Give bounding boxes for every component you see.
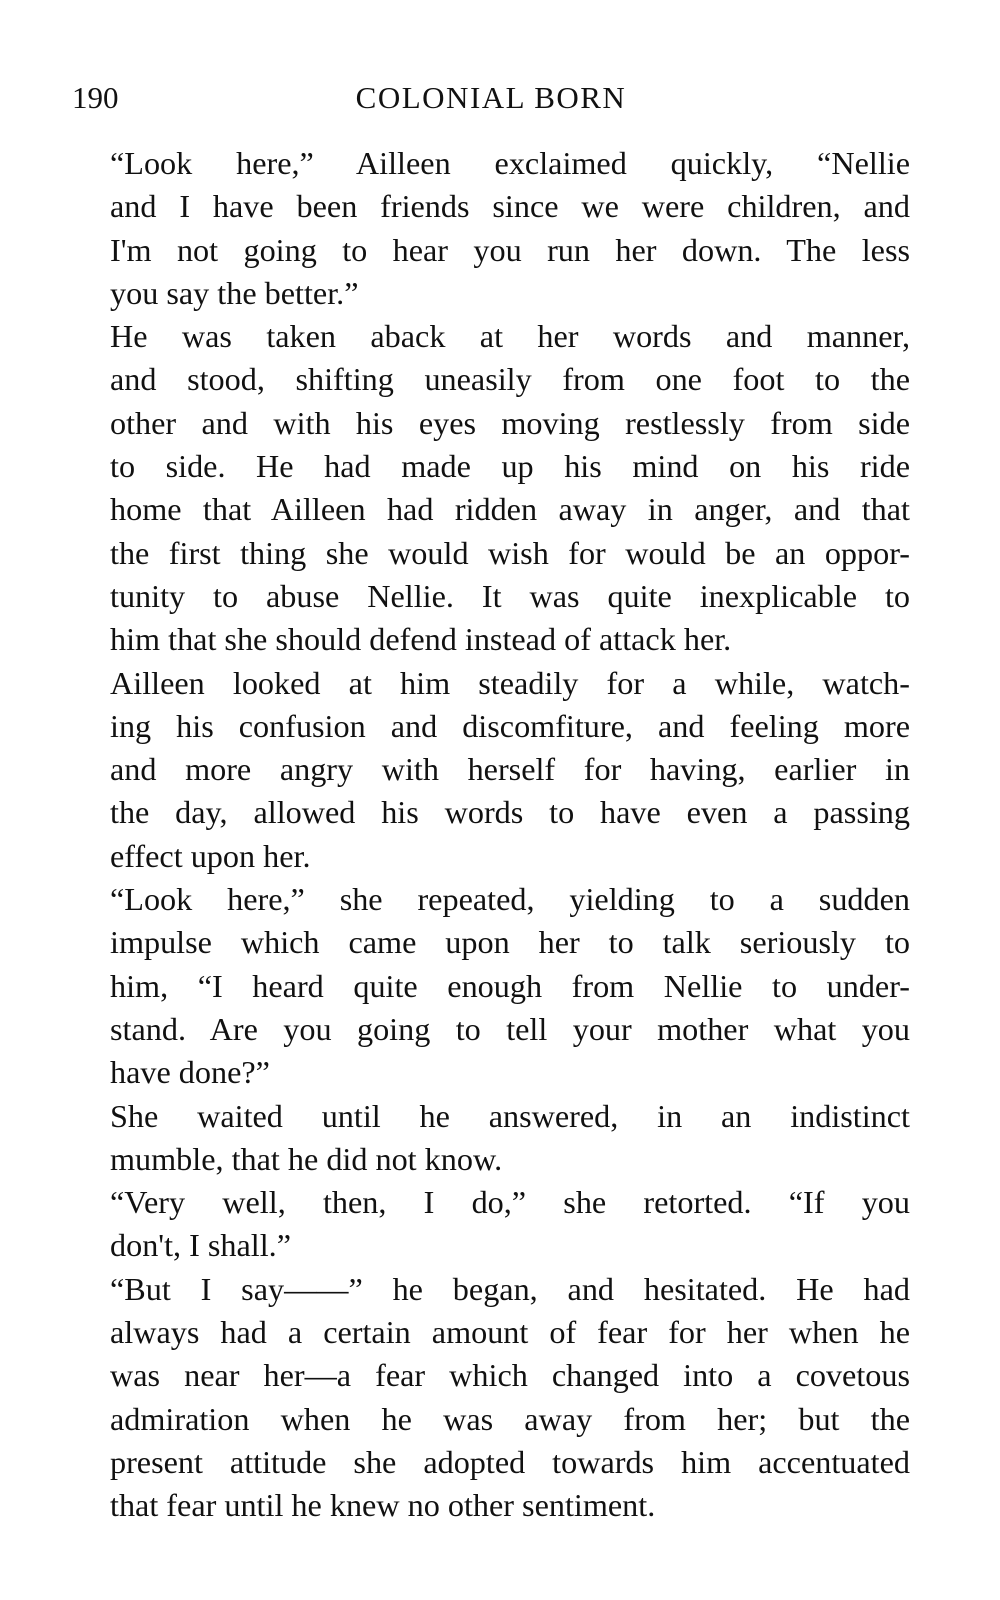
running-title: COLONIAL BORN <box>355 80 627 115</box>
text-line: always had a certain amount of fear for her when he <box>110 1314 910 1351</box>
text-line: him, “I heard quite enough from Nellie to under- <box>110 967 910 1004</box>
paragraph <box>72 1181 910 1268</box>
text-line: “Look here,” she repeated, yielding to a sudden <box>110 881 910 918</box>
text-line: “Very well, then, I do,” she retorted. “If you <box>110 1184 910 1221</box>
text-line: effect upon her. <box>110 837 311 874</box>
text-line: Ailleen looked at him steadily for a while, watch- <box>110 664 910 701</box>
paragraph <box>72 315 910 661</box>
text-line: He was taken aback at her words and manner, <box>110 318 910 355</box>
text-line: and I have been friends since we were children, and <box>110 188 910 225</box>
paragraph <box>72 662 910 878</box>
text-line: admiration when he was away from her; but the <box>110 1400 910 1437</box>
text-line: other and with his eyes moving restlessly from side <box>110 404 910 441</box>
text-line: the day, allowed his words to have even a passing <box>110 794 910 831</box>
paragraph <box>72 1095 910 1182</box>
text-line: have done?” <box>110 1054 270 1091</box>
text-line: home that Ailleen had ridden away in anger, and that <box>110 491 910 528</box>
text-line: I'm not going to hear you run her down. The less <box>110 231 910 268</box>
text-line: that fear until he knew no other sentiment. <box>110 1487 656 1524</box>
text-line: She waited until he answered, in an indistinct <box>110 1097 910 1134</box>
text-line: the first thing she would wish for would be an oppor- <box>110 534 910 571</box>
text-line: was near her—a fear which changed into a covetous <box>110 1357 910 1394</box>
text-line: him that she should defend instead of attack her. <box>110 621 732 658</box>
paragraph <box>72 878 910 1094</box>
paragraph <box>72 142 910 315</box>
text-line: impulse which came upon her to talk seriously to <box>110 924 910 961</box>
running-head <box>72 76 910 120</box>
body-text <box>72 142 910 1528</box>
text-line: mumble, that he did not know. <box>110 1140 503 1177</box>
text-line: present attitude she adopted towards him accentuated <box>110 1443 910 1480</box>
text-line: and more angry with herself for having, earlier in <box>110 751 910 788</box>
page-number: 190 <box>72 80 119 115</box>
text-line: tunity to abuse Nellie. It was quite inexplicable to <box>110 577 910 614</box>
text-line: you say the better.” <box>110 274 359 311</box>
text-line: stand. Are you going to tell your mother what you <box>110 1010 910 1047</box>
paragraph <box>72 1268 910 1528</box>
text-line: don't, I shall.” <box>110 1227 292 1264</box>
text-line: and stood, shifting uneasily from one foot to the <box>110 361 910 398</box>
text-line: “Look here,” Ailleen exclaimed quickly, “Nellie <box>110 145 910 181</box>
text-line: to side. He had made up his mind on his ride <box>110 448 910 485</box>
text-line: ing his confusion and discomfiture, and feeling more <box>110 707 910 744</box>
text-line: “But I say——” he began, and hesitated. He had <box>110 1270 910 1307</box>
